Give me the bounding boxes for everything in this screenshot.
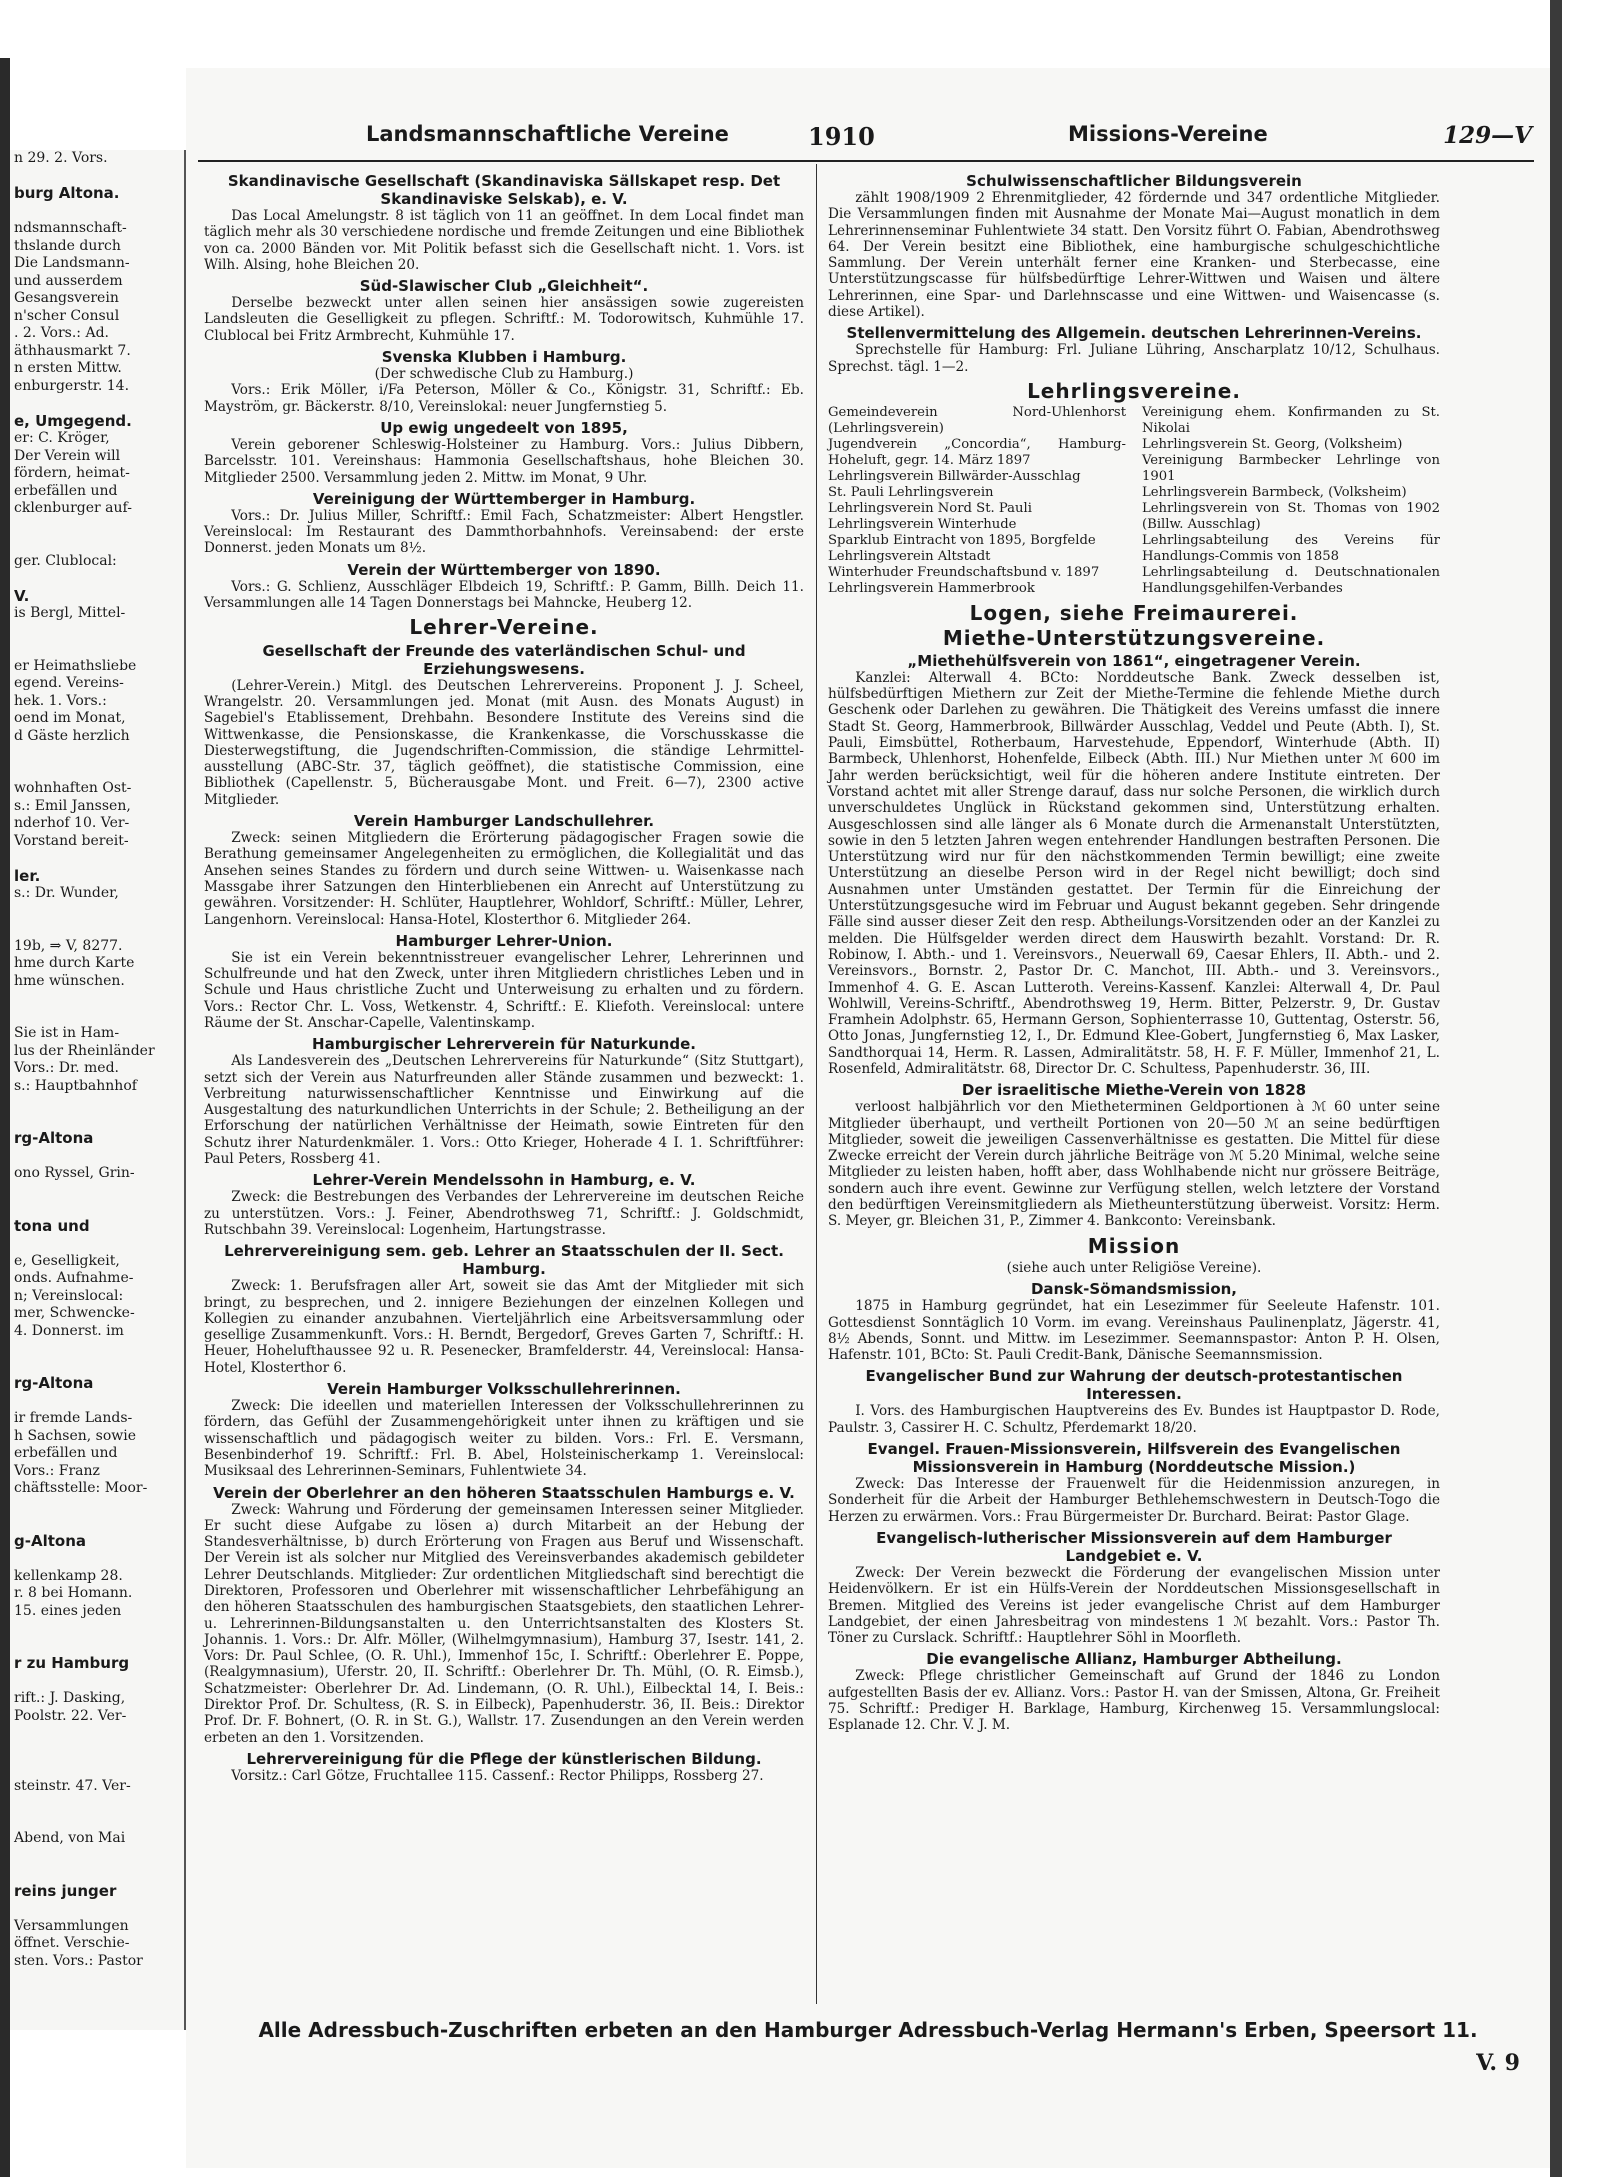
directory-entry <box>828 1529 1440 1646</box>
previous-page-line: enburgerstr. 14. <box>14 377 130 394</box>
directory-entry <box>204 561 804 612</box>
entry-title: Verein Hamburger Landschullehrer. <box>353 812 655 831</box>
previous-page-line <box>14 1200 184 1218</box>
entry-title: Evangel. Frauen-Missionsverein, Hilfsverein des Evangelischen Missionsverein in Hamburg (Norddeutsche Mission.) <box>867 1440 1401 1477</box>
list-item: Lehrlingsverein Altstadt <box>828 549 991 565</box>
page-number: 129—V <box>1443 122 1532 149</box>
directory-entry <box>204 642 804 808</box>
previous-page-line <box>14 763 184 781</box>
directory-entry <box>204 277 804 344</box>
previous-page-line: wohnhaften Ost- <box>14 780 132 796</box>
previous-page-line: Der Verein will <box>14 447 121 464</box>
previous-page-line <box>14 1813 184 1831</box>
entry-title: Skandinavische Gesellschaft (Skandinaviska Sällskapet resp. Det Skandinaviske Selskab), e. V. <box>227 172 781 208</box>
lehrlingsvereine-col-left <box>828 405 1126 597</box>
entry-title: Verein der Württemberger von 1890. <box>347 560 661 579</box>
entry-title: Evangelischer Bund zur Wahrung der deutsch-protestantischen Interessen. <box>865 1367 1403 1404</box>
directory-entry <box>204 348 804 415</box>
previous-page-line: er Heimathsliebe <box>14 657 137 674</box>
entry-body: Vors.: G. Schlienz, Ausschläger Elbdeich 19, Schriftf.: P. Gamm, Billh. Deich 11. Versammlungen alle 14 Tagen Donnerstags bei Mahncke, Heuberg 12. <box>204 578 804 612</box>
previous-page-line: Abend, von Mai <box>14 1830 126 1846</box>
previous-page-line: hme wünschen. <box>14 972 125 989</box>
entry-body: Zweck: 1. Berufsfragen aller Art, soweit sie das Amt der Mitglieder mit sich bringt, zu besprechen, und 2. innigere Beziehungen der einzelnen Kollegen und Kollegien zu einander anzubahnen. Vierteljährlich eine Arbeitsversammlung oder gesellige Zusammenkunft. Vors.: H. Berndt, Bergedorf, Greves Garten 7, Schriftf.: H. Heuer, Hohelufthaussee 92 u. R. Pesenecker, Bramfelderstr. 44, Vereinslocal: Hansa-Hotel, Klosterthor 6. <box>204 1278 804 1376</box>
list-item: Lehrlingsverein Nord St. Pauli <box>828 501 1032 517</box>
list-item: Jugendverein „Concordia“, Hamburg-Hoheluft, gegr. 14. März 1897 <box>828 437 1126 469</box>
directory-entry <box>204 1750 804 1784</box>
previous-page-line: sten. Vors.: Pastor <box>14 1952 143 1969</box>
entry-title: Gesellschaft der Freunde des vaterländischen Schul- und Erziehungswesens. <box>262 641 746 678</box>
previous-page-line <box>14 1673 184 1691</box>
previous-page-line: egend. Vereins- <box>14 675 124 691</box>
entry-title: Vereinigung der Württemberger in Hamburg. <box>312 489 696 508</box>
list-item: Lehrlingsabteilung d. Deutschnationalen Handlungsgehilfen-Verbandes <box>1142 565 1440 597</box>
lehrlingsvereine-list <box>828 405 1440 597</box>
previous-page-line <box>14 623 184 641</box>
section-title-lehrlingsvereine: Lehrlingsvereine. <box>1027 378 1241 403</box>
previous-page-line: n ersten Mittw. <box>14 360 122 376</box>
entry-title: Lehrer-Verein Mendelssohn in Hamburg, e. V. <box>312 1171 696 1190</box>
previous-page-line <box>14 990 184 1008</box>
entry-body: Zweck: seinen Mitgliedern die Erörterung pädagogischer Fragen sowie die Berathung gemeinsamer Angelegenheiten zu ermöglichen, die Kollegialität und das Ansehen seines Standes zu fördern und durch seine Wittwen- u. Waisenkasse nach Massgabe ihrer Satzungen den Hinterbliebenen ein Anrecht auf Unterstützung zu gewähren. Vorsitzender: H. Schlüter, Hauptlehrer, Wohldorf, Schriftf.: Müller, Lehrer, Langenhorn. Vereinslocal: Hansa-Hotel, Klosterthor 6. Mitglieder 264. <box>204 830 804 928</box>
previous-page-line <box>14 1235 184 1253</box>
previous-page-line: h Sachsen, sowie <box>14 1427 137 1444</box>
previous-page-line <box>14 518 184 536</box>
previous-page-line: is Bergl, Mittel- <box>14 605 126 621</box>
previous-page-line <box>14 1183 184 1201</box>
entry-body: I. Vors. des Hamburgischen Hauptvereins des Ev. Bundes ist Hauptpastor D. Rode, Paulstr. 3, Cassirer H. C. Schultz, Pferdemarkt 18/20. <box>828 1403 1440 1436</box>
directory-entry <box>828 1440 1440 1525</box>
previous-page-line: fördern, heimat- <box>14 465 130 481</box>
directory-entry <box>204 812 804 928</box>
entry-body: Zweck: Die ideellen und materiellen Interessen der Volksschullehrerinnen zu fördern, das Gefühl der Zusammengehörigkeit unter ihnen zu kräftigen und sie wissenschaftlich und pädagogisch weiter zu bilden. Vors.: Frl. E. Versmann, Besenbinderhof 19. Schriftf.: Frl. B. Abel, Holsteinischerkamp 1. Vereinslocal: Musiksaal des Lehrerinnen-Seminars, Fuhlentwiete 34. <box>204 1398 804 1480</box>
entry-title: Süd-Slawischer Club „Gleichheit“. <box>359 277 649 296</box>
entry-title: Evangelisch-lutherischer Missionsverein auf dem Hamburger Landgebiet e. V. <box>876 1528 1392 1565</box>
entry-title: Die evangelische Allianz, Hamburger Abtheilung. <box>926 1650 1342 1669</box>
entry-title: Der israelitische Miethe-Verein von 1828 <box>961 1081 1307 1100</box>
entry-title: Verein der Oberlehrer an den höheren Staatsschulen Hamburgs e. V. <box>213 1483 795 1502</box>
previous-page-line: hme durch Karte <box>14 955 135 971</box>
entry-title: Lehrervereinigung für die Pflege der künstlerischen Bildung. <box>246 1749 762 1768</box>
previous-page-line <box>14 850 184 868</box>
previous-page-line: rg-Altona <box>14 1374 94 1392</box>
list-item: Vereinigung ehem. Konfirmanden zu St. Nikolai <box>1142 405 1440 437</box>
lehrlingsvereine-col-right <box>1142 405 1440 597</box>
previous-page-line: Sie ist in Ham- <box>14 1025 120 1041</box>
previous-page-line: V. <box>14 586 30 605</box>
mission-subtitle: (siehe auch unter Religiöse Vereine). <box>1006 1259 1262 1276</box>
previous-page-line: Vors.: Franz <box>14 1462 100 1479</box>
previous-page-line <box>14 640 184 658</box>
entry-body: Vors.: Erik Möller, i/Fa Peterson, Möller & Co., Königstr. 31, Schriftf.: Eb. Mayström, gr. Bäckerstr. 8/10, Vereinslokal: neuer Jungfernstieg 5. <box>204 382 804 415</box>
right-entries-group-1 <box>828 172 1440 375</box>
directory-entry <box>828 1367 1440 1436</box>
previous-page-line: und ausserdem <box>14 272 123 289</box>
previous-page-line <box>14 1515 184 1533</box>
directory-entry <box>204 1380 804 1479</box>
previous-page-line: erbefällen und <box>14 1445 118 1461</box>
directory-entry <box>828 1081 1440 1229</box>
list-item: Lehrlingsverein Hammerbrook <box>828 581 1035 597</box>
directory-entry <box>204 1171 804 1238</box>
previous-page-line: Die Landsmann- <box>14 255 130 271</box>
previous-page-line: ir fremde Lands- <box>14 1410 133 1426</box>
previous-page-line <box>14 1620 184 1638</box>
previous-page-line: ger. Clublocal: <box>14 552 117 569</box>
previous-page-line: Vorstand bereit- <box>14 832 129 849</box>
entry-body: Zweck: Wahrung und Förderung der gemeinsamen Interessen seiner Mitglieder. Er sucht diese Aufgabe zu lösen a) durch Mitarbeit an der Hebung der Standesverhältnisse, b) durch Erörterung von Fragen aus Beruf und Wissenschaft. Der Verein ist als solcher nur Mitglied des Vereinsverbandes akademisch gebildeter Lehrer Deutschlands. Mitglieder: Zur ordentlichen Mitgliedschaft sind berechtigt die Direktoren, Professoren und Oberlehrer mit wissenschaftlicher Lehrbefähigung an den höheren Staatsschulen des hamburgischen Staatsgebiets, den staatlichen Lehrer- u. Lehrerinnen-Bildungsanstalten u. den Unterrichtsanstalten des Klosters St. Johannis. 1. Vors.: Dr. Alfr. Möller, (Wilhelmgymnasium), Hamburg 37, Isestr. 141, 2. Vors: Dr. Paul Schlee, (O. R. Uhl.), Immenhof 15c, I. Schriftf.: Oberlehrer E. Poppe, (Realgymnasium), Uferstr. 20, II. Schriftf.: Oberlehrer Dr. Th. Mühl, (O. R. Eimsb.), Schatzmeister: Oberlehrer Dr. Ad. Lindemann, (O. R. Uhl.), Eilbecktal 14, I. Beis.: Direktor Prof. Dr. Schultess, (R. S. in Eilbeck), Papenhuderstr. 36, II. Beis.: Direktor Prof. Dr. F. Bohnert, (O. R. in St. G.), Wallstr. 17. Zusendungen an den Verein werden erbeten an den 1. Vorsitzenden. <box>204 1501 804 1746</box>
previous-page-line: lus der Rheinländer <box>14 1042 155 1059</box>
entry-title: Hamburgischer Lehrerverein für Naturkunde. <box>312 1035 696 1054</box>
entry-subtitle: (Der schwedische Club zu Hamburg.) <box>374 366 634 383</box>
directory-entry <box>828 1650 1440 1733</box>
previous-page-line: e, Umgegend. <box>14 411 132 430</box>
scan-edge-right <box>1550 0 1562 2177</box>
previous-page-line: n 29. 2. Vors. <box>14 150 108 166</box>
previous-page-line <box>14 1550 184 1568</box>
section-title-lehrer: Lehrer-Vereine. <box>409 615 599 640</box>
header-year: 1910 <box>808 122 875 151</box>
previous-page-line <box>14 1848 184 1866</box>
entry-body: Sie ist ein Verein bekenntnisstreuer evangelischer Lehrer, Lehrerinnen und Schulfreunde und hat den Zweck, unter ihren Mitgliedern christliches Leben und in Schule und Haus christliche Zucht und Unterweisung zu erhalten und zu fördern. Vors.: Rector Chr. L. Voss, Wetkenstr. 4, Schriftf.: E. Kliefoth. Vereinslocal: untere Räume der St. Anschar-Capelle, Valentinskamp. <box>204 949 804 1031</box>
previous-page-line: 19b, ⇒ V, 8277. <box>14 937 123 954</box>
section-title-miethe: Miethe-Unterstützungsvereine. <box>942 625 1326 650</box>
previous-page-line: g-Altona <box>14 1531 86 1550</box>
directory-entry <box>204 1242 804 1376</box>
directory-entry <box>204 1035 804 1167</box>
previous-page-line <box>14 395 184 413</box>
previous-page-line <box>14 1760 184 1778</box>
header-left-title: Landsmannschaftliche Vereine <box>366 122 729 146</box>
previous-page-line <box>14 1498 184 1516</box>
previous-page-line: burg Altona. <box>14 184 120 202</box>
right-entries-group-2 <box>828 652 1440 1230</box>
previous-page-line: ono Ryssel, Grin- <box>14 1165 135 1181</box>
previous-page-line: steinstr. 47. Ver- <box>14 1777 131 1794</box>
entry-title: Verein Hamburger Volksschullehrerinnen. <box>327 1380 681 1399</box>
previous-page-line <box>14 203 184 221</box>
previous-page-line: . 2. Vors.: Ad. <box>14 325 109 341</box>
entry-body: Zweck: Der Verein bezweckt die Förderung der evangelischen Mission unter Heidenvölkern. Er ist ein Hülfs-Verein der Norddeutschen Missionsgesellschaft in Bremen. Mitglied des Vereins ist jeder evangelische Christ auf dem Hamburger Landgebiet, der einen Jahresbeitrag von mindestens 1 ℳ bezahlt. Vors.: Pastor Th. Töner zu Curslack. Schriftf.: Hauptlehrer Söhl in Moorfleth. <box>828 1564 1440 1647</box>
header-right-title: Missions-Vereine <box>1068 122 1268 146</box>
previous-page-line <box>14 1358 184 1376</box>
entry-body: Als Landesverein des „Deutschen Lehrervereins für Naturkunde“ (Sitz Stuttgart), setzt sich der Verein aus Naturfreunden aller Stände zusammen und bezweckt: 1. Verbreitung naturwissenschaftlicher Kenntnisse und Einwirkung auf die Ausgestaltung des naturkundlichen Unterrichts in der Schule; 2. Betheiligung an der Erforschung der natürlichen Verhältnisse der Heimath, sowie Eintreten für den Schutz ihrer Naturdenkmäler. 1. Vors.: Otto Krieger, Hoherade 4 I. 1. Schriftführer: Paul Peters, Rossberg 41. <box>204 1053 804 1168</box>
list-item: Winterhuder Freundschaftsbund v. 1897 <box>828 565 1100 581</box>
publisher-footer: Alle Adressbuch-Zuschriften erbeten an den Hamburger Adressbuch-Verlag Hermann's Erben, Speersort 11. <box>258 2018 1478 2042</box>
entry-body: Vors.: Dr. Julius Miller, Schriftf.: Emil Fach, Schatzmeister: Albert Hengstler. Vereinslocal: Im Restaurant des Dammthorbahnhofs. Vereinsabend: der erste Donnerst. jeden Monats um 8½. <box>204 507 804 557</box>
previous-page-line: tona und <box>14 1216 90 1235</box>
previous-page-line <box>14 1393 184 1411</box>
directory-entry <box>204 932 804 1031</box>
previous-page-line: oend im Monat, <box>14 710 126 726</box>
previous-page-line <box>14 1865 184 1883</box>
entry-body: (Lehrer-Verein.) Mitgl. des Deutschen Lehrervereins. Proponent J. J. Scheel, Wrangelstr. 20. Versammlungen jed. Monat (mit Ausn. des Monats August) in Sagebiel's Etablissement, Drehbahn. Besondere Institute des Vereins sind die Wittwenkasse, die Pensionskasse, die Krankenkasse, die Vorschusskasse die Diesterwegstiftung, die Jugendschriften-Commission, die ständige Lehrmittel-ausstellung (ABC-Str. 37, täglich geöffnet), die statistische Commission, eine Bibliothek (Capellenstr. 5, Bücherausgabe Mont. und Freit. 6—7), 2300 active Mitglieder. <box>204 677 804 808</box>
document-page <box>186 68 1550 2168</box>
header-rule <box>198 160 1534 162</box>
entry-body: Vorsitz.: Carl Götze, Fruchtallee 115. Cassenf.: Rector Philipps, Rossberg 27. <box>231 1767 764 1784</box>
directory-entry <box>828 1280 1440 1363</box>
list-item: Lehrlingsverein Billwärder-Ausschlag <box>828 469 1081 485</box>
directory-entry <box>204 419 804 486</box>
list-item: Gemeindeverein Nord-Uhlenhorst (Lehrlingsverein) <box>828 405 1126 437</box>
entry-body: 1875 in Hamburg gegründet, hat ein Lesezimmer für Seeleute Hafenstr. 101. Gottesdienst Sonntäglich 10 Vorm. im evang. Vereinshaus Paulinenplatz, Jägerstr. 41, 8½ Abends, Sonnt. und Mittw. im Lesezimmer. Seemannspastor: Anton P. H. Olsen, Hafenstr. 101, BCto: St. Pauli Credit-Bank, Dänische Seemannsmission. <box>828 1298 1440 1364</box>
left-column <box>204 168 804 1788</box>
previous-page-line: öffnet. Verschie- <box>14 1935 130 1951</box>
previous-page-line: r. 8 bei Homann. <box>14 1585 133 1601</box>
previous-page-line: nderhof 10. Ver- <box>14 815 130 831</box>
scan-edge-left <box>0 58 10 2177</box>
previous-page-line: r zu Hamburg <box>14 1654 130 1672</box>
previous-page-line <box>14 1008 184 1026</box>
entry-body: Zweck: Das Interesse der Frauenwelt für die Heidenmission anzuregen, in Sonderheit für die Arbeit der Hamburger Bethlehemschwestern in Deutsch-Togo die Herzen zu erwärmen. Vors.: Frau Bürgermeister Dr. Burchard. Beirat: Pastor Glage. <box>828 1476 1440 1525</box>
previous-page-line: hek. 1. Vors.: <box>14 692 107 709</box>
previous-page-line: s.: Hauptbahnhof <box>14 1077 137 1094</box>
previous-page-line: Gesangsverein <box>14 290 119 306</box>
previous-page-line: Poolstr. 22. Ver- <box>14 1707 127 1724</box>
previous-page-line: Vors.: Dr. med. <box>14 1060 119 1076</box>
previous-page-line <box>14 745 184 763</box>
previous-page-line: Versammlungen <box>14 1917 129 1934</box>
entry-title: Hamburger Lehrer-Union. <box>395 931 613 950</box>
previous-page-line: n; Vereinslocal: <box>14 1287 124 1304</box>
list-item: Vereinigung Barmbecker Lehrlinge von 1901 <box>1142 453 1440 485</box>
previous-page-line: 4. Donnerst. im <box>14 1322 124 1339</box>
previous-page-line: cklenburger auf- <box>14 500 132 516</box>
previous-page-line <box>14 1638 184 1656</box>
directory-entry <box>204 172 804 273</box>
entry-body: verloost halbjährlich vor den Mietheterminen Geldportionen à ℳ 60 unter seine Mitglieder überhaupt, und vertheilt Portionen von 20—50 ℳ an seine bedürftigen Mitglieder, soweit die jeweiligen Cassenverhältnisse es gestatten. Die Mittel für diese Zwecke erreicht der Verein durch jährliche Beiträge von ℳ 5.20 Minimal, welche seine Mitglieder zu leisten haben, hofft aber, dass Wohlhabende nicht nur grössere Beiträge, sondern auch ihre event. Gewinne zur Verfügung stellen, welch letztere der Vorstand den bedürftigen Vereinsmitgliedern als Mietheunterstützung überweist. Vorsitz: Herm. S. Meyer, gr. Bleichen 31, P., Zimmer 4. Bankconto: Vereinsbank. <box>828 1099 1440 1230</box>
left-entries-group-1 <box>204 172 804 611</box>
previous-page-line: erbefällen und <box>14 482 118 499</box>
previous-page-line <box>14 1113 184 1131</box>
entry-body: Sprechstelle für Hamburg: Frl. Juliane Lühring, Anscharplatz 10/12, Schulhaus. Sprechst. tägl. 1—2. <box>828 342 1440 375</box>
entry-title: Schulwissenschaftlicher Bildungsverein <box>966 172 1302 190</box>
previous-page-line: thslande durch <box>14 237 121 254</box>
previous-page-line <box>14 1743 184 1761</box>
previous-page-line: äthhausmarkt 7. <box>14 342 131 359</box>
section-title-mission: Mission <box>1087 1233 1181 1258</box>
entry-body: zählt 1908/1909 2 Ehrenmitglieder, 42 fördernde und 347 ordentliche Mitglieder. Die Versammlungen finden mit Ausnahme der Monate Mai—August monatlich in dem Lehrerinnenseminar Fuhlentwiete 34 statt. Den Vorsitz führt O. Fabian, Abendrothsweg 64. Der Verein besitzt eine Bibliothek, eine hamburgische schulgeschichtliche Sammlung. Der Verein unterhält ferner eine Kranken- und Sterbecasse, eine Unterstützungscasse für hülfsbedürftige Lehrer-Wittwen und Waisen und ältere Lehrerinnen, eine Spar- und Darlehnscasse und eine Wittwen- und Waisencasse (s. diese Artikel). <box>828 190 1440 321</box>
previous-page-line: ler. <box>14 866 41 885</box>
entry-title: Up ewig ungedeelt von 1895, <box>380 418 628 437</box>
previous-page-line: er: C. Kröger, <box>14 430 110 446</box>
entry-body: Zweck: die Bestrebungen des Verbandes der Lehrervereine im deutschen Reiche zu unterstützen. Vors.: J. Feiner, Abendrothsweg 71, Schriftf.: J. Goldschmidt, Rutschbahn 39. Vereinslocal: Logenheim, Hartungstrasse. <box>204 1189 804 1238</box>
section-title-logen: Logen, siehe Freimaurerei. <box>969 601 1299 626</box>
entry-title: Lehrervereinigung sem. geb. Lehrer an Staatsschulen der II. Sect. Hamburg. <box>224 1242 784 1279</box>
list-item: Lehrlingsverein von St. Thomas von 1902 (Billw. Ausschlag) <box>1142 501 1440 533</box>
previous-page-line: d Gäste herzlich <box>14 727 130 744</box>
previous-page-line: mer, Schwencke- <box>14 1305 135 1321</box>
previous-page-line <box>14 570 184 588</box>
list-item: Lehrlingsverein St. Georg, (Volksheim) <box>1142 437 1403 453</box>
sheet-signature: V. 9 <box>1476 2050 1520 2076</box>
entry-body: Zweck: Pflege christlicher Gemeinschaft auf Grund der 1846 zu London aufgestellten Basis der ev. Allianz. Vors.: Pastor H. van der Smissen, Altona, Gr. Freiheit 75. Schriftf.: Prediger H. Barklage, Hamburg, Kirchenweg 15. Versammlungslocal: Esplanade 12. Chr. V. J. M. <box>828 1668 1440 1734</box>
previous-page-line <box>14 535 184 553</box>
previous-page-line <box>14 168 184 186</box>
previous-page-line: 15. eines jeden <box>14 1602 122 1619</box>
right-entries-group-3 <box>828 1280 1440 1733</box>
list-item: Lehrlingsverein Winterhude <box>828 517 1017 533</box>
directory-entry <box>204 490 804 557</box>
directory-entry <box>828 172 1440 320</box>
column-rule <box>816 164 817 2004</box>
previous-page-strip <box>10 150 186 2030</box>
previous-page-line <box>14 1900 184 1918</box>
entry-title: Dansk-Sömandsmission, <box>1030 1280 1238 1299</box>
entry-body: Das Local Amelungstr. 8 ist täglich von 11 an geöffnet. In dem Local findet man täglich mehr als 30 verschiedene nordische und fremde Zeitungen und eine Bibliothek von ca. 2000 Bänden vor. Mit Politik befasst sich die Gesellschaft nicht. 1. Vors. ist Wilh. Alsing, hohe Bleichen 20. <box>204 208 804 273</box>
directory-entry <box>828 324 1440 375</box>
previous-page-line: n'scher Consul <box>14 307 120 324</box>
list-item: Lehrlingsabteilung des Vereins für Handlungs-Commis von 1858 <box>1142 533 1440 565</box>
list-item: Lehrlingsverein Barmbeck, (Volksheim) <box>1142 485 1407 501</box>
previous-page-line <box>14 1795 184 1813</box>
previous-page-line <box>14 1148 184 1166</box>
entry-body: Verein geborener Schleswig-Holsteiner zu Hamburg. Vors.: Julius Dibbern, Barcelsstr. 101. Vereinshaus: Hammonia Gesellschaftshaus, hohe Bleichen 30. Mitglieder 2500. Versammlung jeden 2. Mittw. im Monat, 9 Uhr. <box>204 436 804 486</box>
entry-title: „Miethehülfsverein von 1861“, eingetragener Verein. <box>907 651 1361 670</box>
previous-page-line <box>14 903 184 921</box>
previous-page-line: onds. Aufnahme- <box>14 1270 134 1286</box>
previous-page-line <box>14 920 184 938</box>
entry-title: Svenska Klubben i Hamburg. <box>381 348 627 367</box>
previous-page-line: s.: Emil Janssen, <box>14 797 131 814</box>
previous-page-line: ndsmannschaft- <box>14 220 127 236</box>
previous-page-line <box>14 1725 184 1743</box>
running-header <box>198 116 1538 156</box>
previous-page-line: e, Geselligkeit, <box>14 1252 120 1269</box>
list-item: Sparklub Eintracht von 1895, Borgfelde <box>828 533 1096 549</box>
left-entries-group-2 <box>204 642 804 1785</box>
previous-page-line <box>14 1340 184 1358</box>
previous-page-line: rg-Altona <box>14 1129 94 1147</box>
directory-entry <box>828 652 1440 1077</box>
entry-title: Stellenvermittelung des Allgemein. deutschen Lehrerinnen-Vereins. <box>846 324 1422 343</box>
right-column <box>828 168 1440 1738</box>
entry-body: Derselbe bezweckt unter allen seinen hier ansässigen sowie zugereisten Landsleuten die Geselligkeit zu pflegen. Schriftf.: M. Todorowitsch, Kuhmühle 17. Clublocal bei Fritz Armbrecht, Kuhmühle 17. <box>204 295 804 344</box>
entry-body: Kanzlei: Alterwall 4. BCto: Norddeutsche Bank. Zweck desselben ist, hülfsbedürftigen Miethern zur Zeit der Miethe-Termine die fehlende Miethe durch Geschenk oder Darlehen zu gewähren. Die Thätigkeit des Vereins umfasst die innere Stadt St. Georg, Hammerbrook, Billwärder Ausschlag, Veddel und Peute (Abth. I), St. Pauli, Eimsbüttel, Rotherbaum, Harvestehude, Eppendorf, Winterhude (Abth. II) Barmbeck, Uhlenhorst, Hohenfelde, Eilbeck (Abth. III.) Nur Miethen unter ℳ 600 im Jahr werden berücksichtigt, weil für die höheren andere Institute eintreten. Der Vorstand achtet mit aller Strenge darauf, dass nur solche Personen, die wirklich durch unverschuldetes Unglück in Rückstand gekommen sind, Unterstützung erhalten. Ausgeschlossen sind alle länger als 6 Monate durch die Armenanstalt Unterstützten, sowie in den 5 letzten Jahren wegen entehrender Handlungen bestraften Personen. Die Unterstützung wird nur für den nächstkommenden Termin bewilligt; eine zweite Unterstützung an dieselbe Person wird in der Regel nicht bewilligt; doch sind Ausnahmen unter Umständen gestattet. Der Termin für die Einreichung der Unterstützungsgesuche wird im Februar und August bekannt gegeben. Sehr dringende Fälle sind ausser dieser Zeit den resp. Abtheilungs-Vorsitzenden oder an der Kanzlei zu melden. Die Hülfsgelder werden direct dem Hauswirth bezahlt. Vorstand: Dr. R. Robinow, I. Abth.- und 1. Vereinsvors., Neuerwall 69, Caesar Ehlers, II. Abth.- und 2. Vereinsvors., Bornstr. 2, Pastor Dr. C. Manchot, III. Abth.- und 3. Vereinsvors., Immenhof 4. G. E. Ascan Lutteroth. Vereins-Kassenf. Kanzlei: Alterwall 4, Dr. Paul Wohlwill, Vereins-Schriftf., Abendrothsweg 19, Herm. Bitter, Pelzerstr. 9, Dr. Gustav Framhein Adolphstr. 65, Hermann Gerson, Sophienterrasse 10, Guttentag, Osterstr. 56, Otto Jonas, Jungfernstieg 12, I., Dr. Edmund Klee-Gobert, Jungfernstieg 6, Max Lasker, Sandthorquai 14, Herm. R. Lassen, Admiralitätstr. 58, H. F. F. Müller, Immenhof 21, L. Rosenfeld, Admiralitätstr. 68, Director Dr. C. Schultess, Papenhuderstr. 36, III. <box>828 669 1440 1077</box>
previous-page-line: reins junger <box>14 1881 117 1900</box>
list-item: St. Pauli Lehrlingsverein <box>828 485 994 501</box>
directory-entry <box>204 1484 804 1746</box>
previous-page-line: kellenkamp 28. <box>14 1567 123 1584</box>
previous-page-line: s.: Dr. Wunder, <box>14 885 119 901</box>
previous-page-line <box>14 1095 184 1113</box>
previous-page-line: chäftsstelle: Moor- <box>14 1480 148 1496</box>
previous-page-line: rift.: J. Dasking, <box>14 1690 126 1706</box>
